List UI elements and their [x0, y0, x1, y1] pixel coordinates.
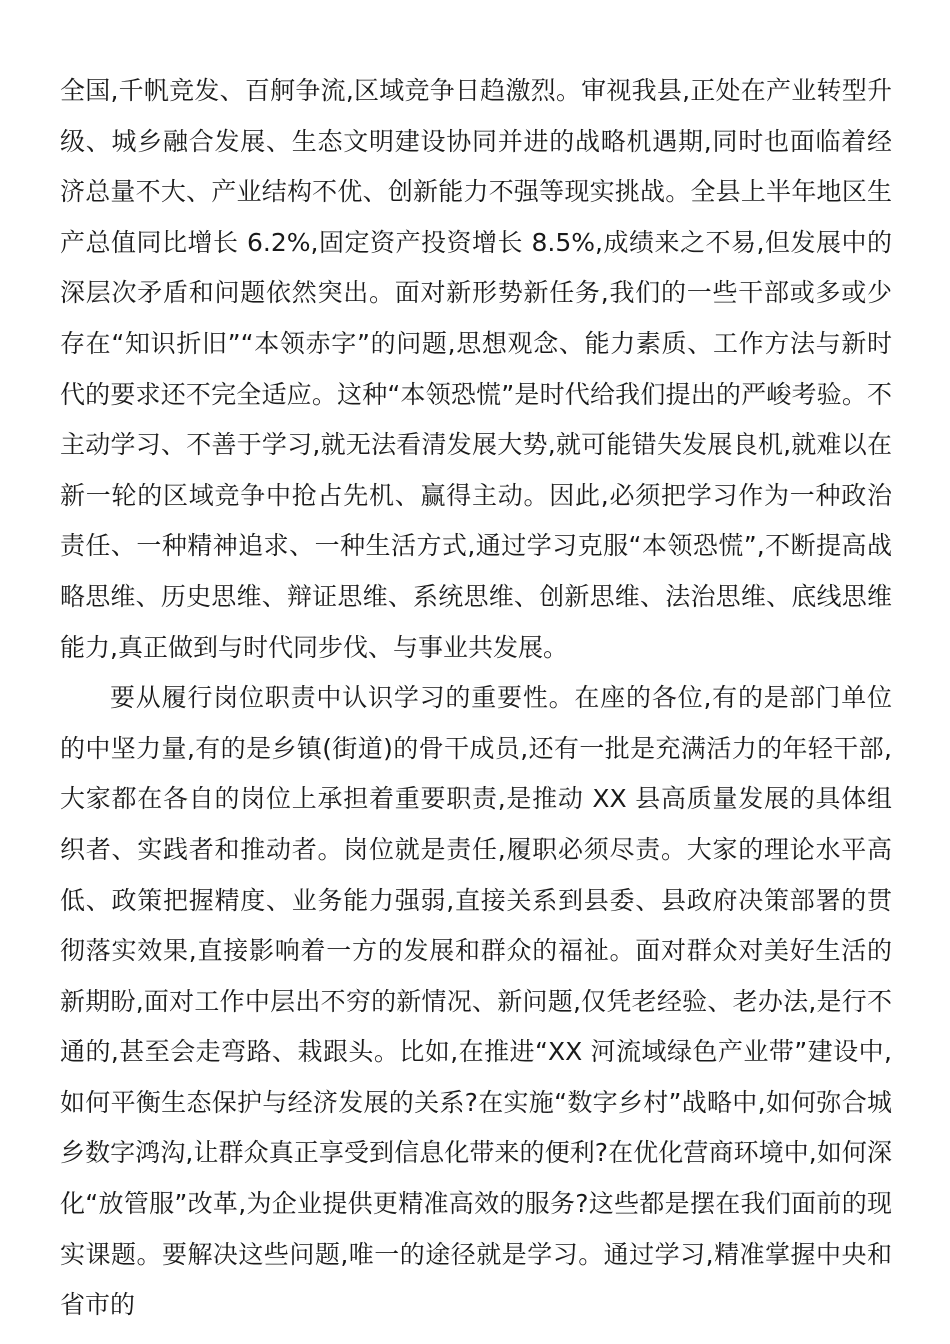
paragraph-job-duty: 要从履行岗位职责中认识学习的重要性。在座的各位,有的是部门单位的中坚力量,有的是乡镇(街道)的骨干成员,还有一批是充满活力的年轻干部,大家都在各自的岗位上承担着重要职责,是推动 XX 县高质量发展的具体组织者、实践者和推动者。岗位就是责任,履职必须尽责。大家的理论水平高低、政策把握精度、业务能力强弱,直接关系到县委、县政府决策部署的贯彻落实效果,直接影响着一方的发展和群众的福祉。面对群众对美好生活的新期盼,面对工作中层出不穷的新情况、新问题,仅凭老经验、老办法,是行不通的,甚至会走弯路、栽跟头。比如,在推进“XX 河流域绿色产业带”建设中,如何平衡生态保护与经济发展的关系?在实施“数字乡村”战略中,如何弥合城乡数字鸿沟,让群众真正享受到信息化带来的便利?在优化营商环境中,如何深化“放管服”改革,为企业提供更精准高效的服务?这些都是摆在我们面前的现实课题。要解决这些问题,唯一的途径就是学习。通过学习,精准掌握中央和省市的: [60, 683, 892, 1320]
paragraph-continued: 全国,千帆竞发、百舸争流,区域竞争日趋激烈。审视我县,正处在产业转型升级、城乡融合发展、生态文明建设协同并进的战略机遇期,同时也面临着经济总量不大、产业结构不优、创新能力不强等现实挑战。全县上半年地区生产总值同比增长 6.2%,固定资产投资增长 8.5%,成绩来之不易,但发展中的深层次矛盾和问题依然突出。面对新形势新任务,我们的一些干部或多或少存在“知识折旧”“本领赤字”的问题,思想观念、能力素质、工作方法与新时代的要求还不完全适应。这种“本领恐慌”是时代给我们提出的严峻考验。不主动学习、不善于学习,就无法看清发展大势,就可能错失发展良机,就难以在新一轮的区域竞争中抢占先机、赢得主动。因此,必须把学习作为一种政治责任、一种精神追求、一种生活方式,通过学习克服“本领恐慌”,不断提高战略思维、历史思维、辩证思维、系统思维、创新思维、法治思维、底线思维能力,真正做到与时代同步伐、与事业共发展。: [60, 76, 892, 662]
document-page: [60, 66, 892, 1331]
